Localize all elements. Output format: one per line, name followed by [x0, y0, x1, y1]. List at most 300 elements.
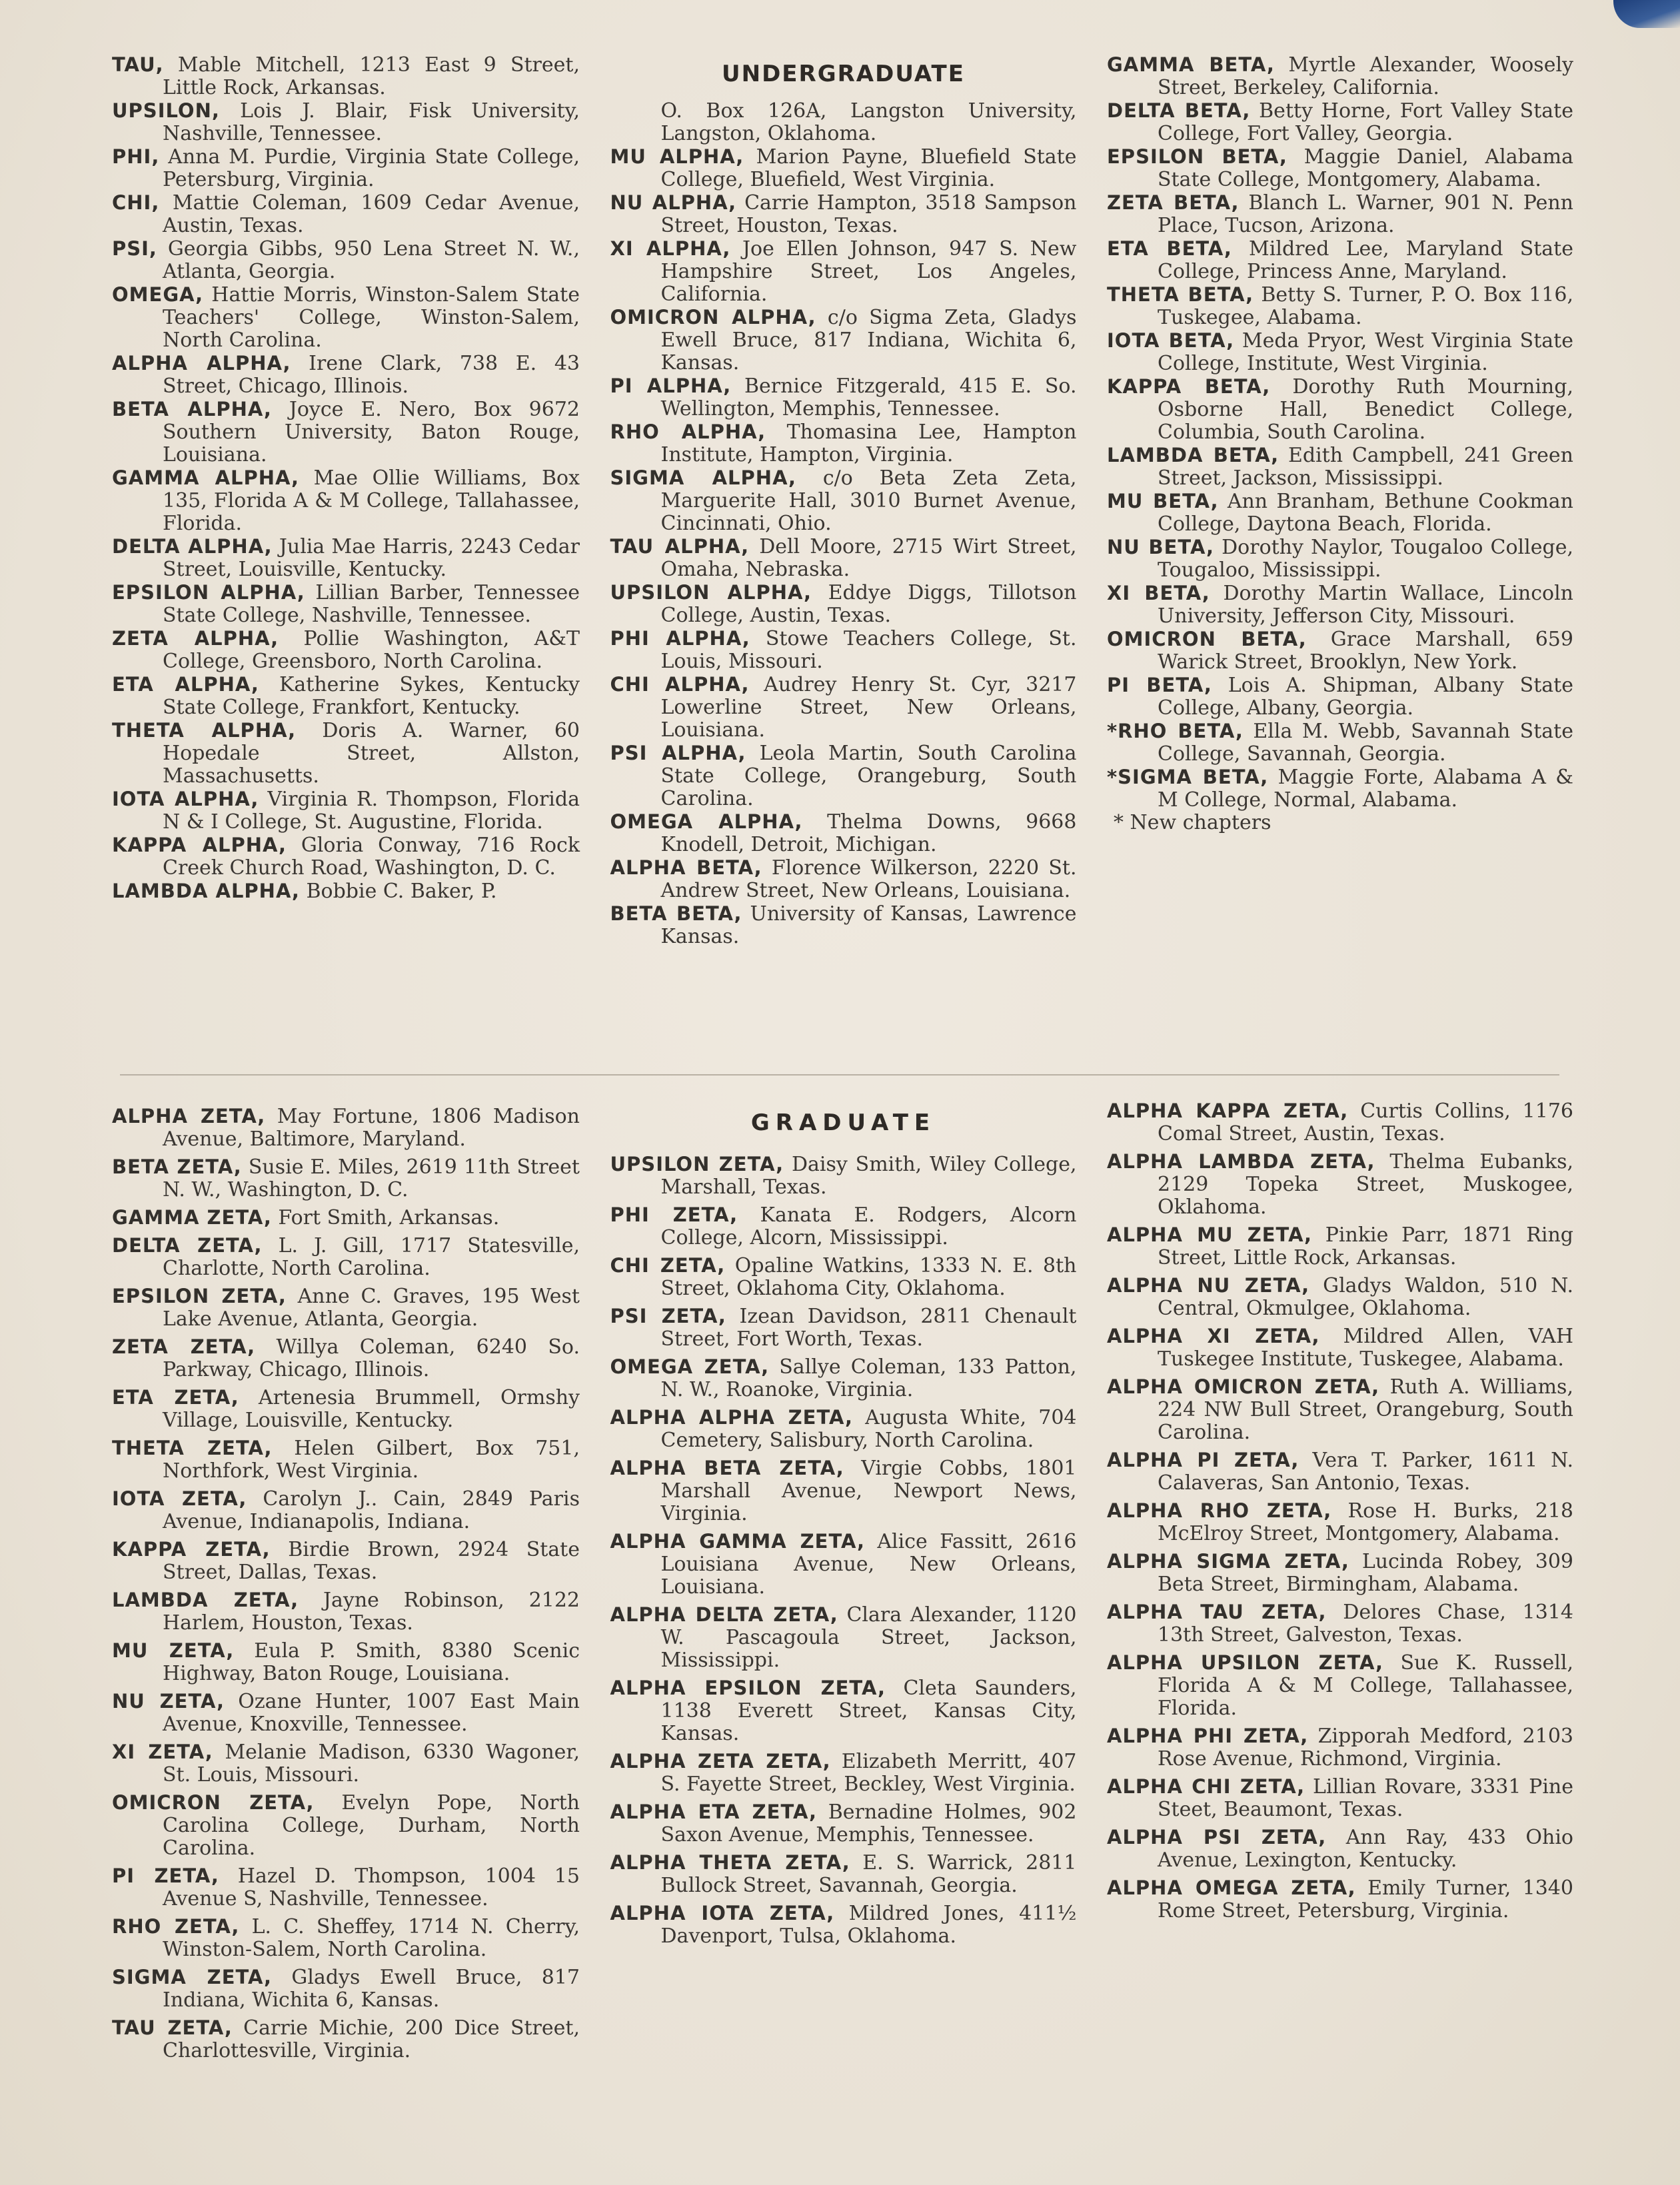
chapter-entry [112, 1966, 580, 2012]
chapter-entry [112, 1386, 580, 1432]
chapter-entry [1107, 191, 1573, 237]
chapter-address: Gladys Ewell Bruce, 817 Indiana, Wichita 6, Kansas. [163, 1966, 580, 2012]
chapter-entry [610, 1305, 1077, 1351]
chapter-address: Cleta Saunders, 1138 Everett Street, Kansas City, Kansas. [660, 1677, 1077, 1745]
chapter-address: Dorothy Ruth Mourning, Osborne Hall, Benedict College, Columbia, South Carolina. [1158, 375, 1573, 444]
chapter-entry [112, 1487, 580, 1533]
chapter-name: TAU ZETA, [112, 2016, 233, 2039]
chapter-address: Pinkie Parr, 1871 Ring Street, Little Rock, Arkansas. [1158, 1223, 1573, 1269]
chapter-address: Katherine Sykes, Kentucky State College, Frankfort, Kentucky. [163, 673, 580, 719]
chapter-entry [1107, 1099, 1573, 1145]
chapter-address: E. S. Warrick, 2811 Bullock Street, Savannah, Georgia. [660, 1851, 1077, 1897]
chapter-name: GAMMA ALPHA, [112, 466, 300, 489]
chapter-entry [1107, 237, 1573, 283]
chapter-entry [112, 581, 580, 627]
chapter-address: Rose H. Burks, 218 McElroy Street, Montgomery, Alabama. [1158, 1499, 1573, 1545]
chapter-entry [1107, 720, 1573, 766]
chapter-address: Maggie Daniel, Alabama State College, Montgomery, Alabama. [1158, 145, 1573, 191]
chapter-address: Grace Marshall, 659 Warick Street, Brooklyn, New York. [1158, 628, 1573, 674]
chapter-address: May Fortune, 1806 Madison Avenue, Baltimore, Maryland. [163, 1105, 580, 1151]
chapter-name: PI BETA, [1107, 674, 1212, 696]
chapter-name: THETA ALPHA, [112, 719, 297, 742]
chapter-address: Willya Coleman, 6240 So. Parkway, Chicago, Illinois. [163, 1335, 580, 1381]
chapter-address: Mildred Lee, Maryland State College, Princess Anne, Maryland. [1158, 237, 1573, 283]
chapter-entry [112, 1639, 580, 1685]
chapter-name: OMICRON ALPHA, [610, 306, 816, 329]
chapter-name: ALPHA DELTA ZETA, [610, 1603, 838, 1626]
chapter-address: Leola Martin, South Carolina State College, Orangeburg, South Carolina. [660, 742, 1077, 810]
undergraduate-section [0, 53, 1680, 1053]
chapter-entry [1107, 444, 1573, 490]
chapter-entry [610, 1153, 1077, 1199]
chapter-name: LAMBDA ALPHA, [112, 880, 300, 902]
chapter-address: Joyce E. Nero, Box 9672 Southern University, Baton Rouge, Louisiana. [163, 398, 580, 466]
chapter-entry [112, 1437, 580, 1483]
chapter-address: Evelyn Pope, North Carolina College, Durham, North Carolina. [163, 1791, 580, 1860]
chapter-entry [610, 420, 1077, 466]
chapter-entry [1107, 1499, 1573, 1545]
chapter-name: ALPHA THETA ZETA, [610, 1851, 850, 1874]
chapter-name: ALPHA LAMBDA ZETA, [1107, 1150, 1375, 1173]
chapter-name: EPSILON ZETA, [112, 1285, 287, 1307]
chapter-name: LAMBDA BETA, [1107, 444, 1279, 466]
chapter-name: ALPHA BETA, [610, 856, 762, 879]
chapter-name: IOTA ALPHA, [112, 788, 259, 810]
chapter-address: Bernice Fitzgerald, 415 E. So. Wellington, Memphis, Tennessee. [660, 374, 1077, 420]
chapter-address: Zipporah Medford, 2103 Rose Avenue, Richmond, Virginia. [1158, 1725, 1573, 1771]
chapter-address: Mable Mitchell, 1213 East 9 Street, Little Rock, Arkansas. [163, 53, 580, 99]
chapter-name: ALPHA BETA ZETA, [610, 1457, 844, 1479]
chapter-entry [610, 466, 1077, 535]
chapter-entry [112, 53, 580, 99]
chapter-name: OMICRON ZETA, [112, 1791, 315, 1814]
chapter-name: PHI, [112, 145, 160, 168]
chapter-entry [112, 1335, 580, 1381]
chapter-address: Thelma Downs, 9668 Knodell, Detroit, Michigan. [660, 810, 1077, 856]
chapter-address: Kanata E. Rodgers, Alcorn College, Alcorn, Mississippi. [660, 1203, 1077, 1249]
chapter-address: Thelma Eubanks, 2129 Topeka Street, Muskogee, Oklahoma. [1158, 1150, 1574, 1219]
chapter-entry [1107, 582, 1573, 628]
chapter-entry [610, 145, 1077, 191]
chapter-name: ALPHA IOTA ZETA, [610, 1902, 835, 1924]
chapter-entry [1107, 1876, 1573, 1922]
chapter-address: Fort Smith, Arkansas. [278, 1206, 500, 1229]
chapter-entry [610, 1851, 1077, 1897]
chapter-entry [1107, 766, 1573, 812]
chapter-name: DELTA ZETA, [112, 1234, 263, 1257]
chapter-name: CHI, [112, 191, 160, 214]
chapter-address: Eddye Diggs, Tillotson College, Austin, Texas. [660, 581, 1077, 627]
chapter-name: ALPHA OMEGA ZETA, [1107, 1876, 1356, 1899]
chapter-address: Blanch L. Warner, 901 N. Penn Place, Tucson, Arizona. [1158, 191, 1573, 237]
chapter-name: MU ALPHA, [610, 145, 744, 168]
chapter-name: TAU, [112, 53, 164, 76]
chapter-name: ZETA BETA, [1107, 191, 1240, 214]
chapter-name: EPSILON BETA, [1107, 145, 1287, 168]
chapter-address: Vera T. Parker, 1611 N. Calaveras, San Antonio, Texas. [1158, 1449, 1573, 1495]
chapter-address: Edith Campbell, 241 Green Street, Jackson, Mississippi. [1158, 444, 1573, 490]
chapter-address: Dorothy Naylor, Tougaloo College, Tougaloo, Mississippi. [1158, 536, 1573, 582]
new-chapters-footnote: * New chapters [1114, 811, 1271, 834]
chapter-name: IOTA ZETA, [112, 1487, 247, 1510]
chapter-name: PSI ZETA, [610, 1305, 726, 1327]
chapter-name: BETA ZETA, [112, 1155, 242, 1178]
chapter-entry [112, 1915, 580, 1961]
chapter-address: Dorothy Martin Wallace, Lincoln University, Jefferson City, Missouri. [1158, 582, 1573, 628]
chapter-address: Opaline Watkins, 1333 N. E. 8th Street, Oklahoma City, Oklahoma. [660, 1254, 1077, 1300]
chapter-entry [112, 283, 580, 352]
chapter-entry [1107, 283, 1573, 329]
chapter-name: ALPHA OMICRON ZETA, [1107, 1375, 1380, 1398]
chapter-address: Thomasina Lee, Hampton Institute, Hampton, Virginia. [660, 420, 1077, 466]
undergraduate-column-3-list [1107, 53, 1573, 812]
chapter-name: PSI ALPHA, [610, 742, 746, 764]
chapter-entry [610, 1677, 1077, 1745]
chapter-address: Stowe Teachers College, St. Louis, Missouri. [660, 627, 1077, 673]
chapter-name: ALPHA MU ZETA, [1107, 1223, 1313, 1246]
chapter-address: Delores Chase, 1314 13th Street, Galveston, Texas. [1158, 1601, 1573, 1647]
chapter-address: Gloria Conway, 716 Rock Creek Church Road, Washington, D. C. [163, 834, 580, 880]
chapter-name: BETA BETA, [610, 902, 742, 925]
chapter-entry [112, 1105, 580, 1151]
chapter-entry [1107, 1550, 1573, 1596]
chapter-address: Mildred Jones, 411½ Davenport, Tulsa, Oklahoma. [660, 1902, 1077, 1948]
chapter-entry [610, 1603, 1077, 1672]
chapter-entry [112, 673, 580, 719]
chapter-entry [1107, 329, 1573, 375]
graduate-column-1-list [112, 1105, 580, 2062]
chapter-name: ETA ZETA, [112, 1386, 239, 1409]
chapter-entry [610, 306, 1077, 374]
corner-tape-mark [1613, 0, 1680, 28]
chapter-address: Betty S. Turner, P. O. Box 116, Tuskegee, Alabama. [1158, 283, 1573, 329]
chapter-entry [1107, 490, 1573, 536]
chapter-entry [112, 1155, 580, 1201]
chapter-name: PI ALPHA, [610, 374, 732, 397]
chapter-address: Hattie Morris, Winston-Salem State Teachers' College, Winston-Salem, North Carolina. [163, 283, 580, 352]
chapter-name: ETA BETA, [1107, 237, 1232, 260]
chapter-name: NU BETA, [1107, 536, 1214, 558]
chapter-entry [112, 627, 580, 673]
chapter-name: *RHO BETA, [1107, 720, 1244, 742]
chapter-address: Audrey Henry St. Cyr, 3217 Lowerline Street, New Orleans, Louisiana. [660, 673, 1077, 742]
chapter-name: ALPHA KAPPA ZETA, [1107, 1099, 1349, 1122]
chapter-address: Mildred Allen, VAH Tuskegee Institute, Tuskegee, Alabama. [1158, 1325, 1573, 1371]
chapter-name: THETA ZETA, [112, 1437, 273, 1459]
chapter-name: XI ALPHA, [610, 237, 731, 260]
chapter-address: Ozane Hunter, 1007 East Main Avenue, Knoxville, Tennessee. [163, 1690, 580, 1736]
chapter-name: GAMMA BETA, [1107, 53, 1275, 76]
chapter-address: Izean Davidson, 2811 Chenault Street, Fort Worth, Texas. [660, 1305, 1077, 1351]
chapter-name: MU BETA, [1107, 490, 1219, 512]
chapter-entry [112, 535, 580, 581]
chapter-address: Joe Ellen Johnson, 947 S. New Hampshire Street, Los Angeles, California. [660, 237, 1077, 306]
chapter-name: ALPHA ETA ZETA, [610, 1801, 818, 1823]
chapter-address: Susie E. Miles, 2619 11th Street N. W., Washington, D. C. [163, 1155, 580, 1201]
chapter-name: *SIGMA BETA, [1107, 766, 1269, 788]
chapter-name: THETA BETA, [1107, 283, 1254, 306]
chapter-name: ETA ALPHA, [112, 673, 259, 696]
chapter-address: Daisy Smith, Wiley College, Marshall, Texas. [660, 1153, 1077, 1199]
chapter-name: OMEGA ALPHA, [610, 810, 803, 833]
chapter-name: CHI ZETA, [610, 1254, 726, 1277]
chapter-name: RHO ZETA, [112, 1915, 240, 1938]
chapter-name: ZETA ZETA, [112, 1335, 256, 1358]
chapter-address: Maggie Forte, Alabama A & M College, Normal, Alabama. [1158, 766, 1573, 812]
chapter-entry [1107, 1775, 1573, 1821]
chapter-address: Virgie Cobbs, 1801 Marshall Avenue, Newport News, Virginia. [660, 1457, 1077, 1525]
chapter-name: ALPHA PHI ZETA, [1107, 1725, 1309, 1747]
chapter-address: Lois A. Shipman, Albany State College, Albany, Georgia. [1158, 674, 1573, 720]
chapter-entry [112, 466, 580, 535]
chapter-entry [610, 627, 1077, 673]
chapter-address: Eula P. Smith, 8380 Scenic Highway, Baton Rouge, Louisiana. [163, 1639, 580, 1685]
chapter-address: Jayne Robinson, 2122 Harlem, Houston, Texas. [163, 1589, 580, 1635]
chapter-name: GAMMA ZETA, [112, 1206, 272, 1229]
chapter-address: Betty Horne, Fort Valley State College, Fort Valley, Georgia. [1158, 99, 1573, 145]
chapter-address: Julia Mae Harris, 2243 Cedar Street, Louisville, Kentucky. [163, 535, 580, 581]
chapter-entry [112, 1234, 580, 1280]
chapter-address: Anna M. Purdie, Virginia State College, Petersburg, Virginia. [163, 145, 580, 191]
chapter-address: Elizabeth Merritt, 407 S. Fayette Street, Beckley, West Virginia. [660, 1750, 1077, 1796]
chapter-address: Melanie Madison, 6330 Wagoner, St. Louis, Missouri. [163, 1741, 580, 1787]
graduate-column-3-list [1107, 1099, 1573, 1922]
chapter-address: Bernadine Holmes, 902 Saxon Avenue, Memphis, Tennessee. [660, 1801, 1077, 1846]
chapter-entry [610, 1406, 1077, 1452]
chapter-name: XI BETA, [1107, 582, 1210, 604]
chapter-name: EPSILON ALPHA, [112, 581, 305, 604]
graduate-column-2-list [610, 1153, 1077, 1948]
continued-entry-text: O. Box 126A, Langston University, Langston, Oklahoma. [660, 99, 1077, 145]
chapter-entry [112, 1206, 580, 1229]
chapter-entry [112, 1864, 580, 1910]
chapter-name: OMEGA ZETA, [610, 1355, 770, 1378]
chapter-address: Georgia Gibbs, 950 Lena Street N. W., Atlanta, Georgia. [163, 237, 580, 283]
chapter-address: Hazel D. Thompson, 1004 15 Avenue S, Nashville, Tennessee. [163, 1864, 580, 1910]
chapter-address: Anne C. Graves, 195 West Lake Avenue, Atlanta, Georgia. [163, 1285, 580, 1331]
chapter-entry [610, 1902, 1077, 1948]
chapter-address: Doris A. Warner, 60 Hopedale Street, Allston, Massachusetts. [163, 719, 580, 788]
graduate-heading: GRADUATE [750, 1109, 936, 1136]
chapter-entry [610, 374, 1077, 420]
chapter-address: Marion Payne, Bluefield State College, Bluefield, West Virginia. [660, 145, 1077, 191]
chapter-name: ALPHA TAU ZETA, [1107, 1601, 1327, 1623]
chapter-name: TAU ALPHA, [610, 535, 750, 558]
chapter-entry [112, 99, 580, 145]
chapter-entry [610, 742, 1077, 810]
chapter-entry [112, 237, 580, 283]
chapter-name: PHI ALPHA, [610, 627, 750, 650]
section-divider [120, 1074, 1559, 1076]
chapter-address: Alice Fassitt, 2616 Louisiana Avenue, New Orleans, Louisiana. [660, 1530, 1077, 1599]
chapter-address: Ella M. Webb, Savannah State College, Savannah, Georgia. [1158, 720, 1573, 766]
chapter-address: Carrie Hampton, 3518 Sampson Street, Houston, Texas. [660, 191, 1077, 237]
chapter-entry [112, 788, 580, 834]
chapter-name: UPSILON ALPHA, [610, 581, 812, 604]
chapter-entry [1107, 674, 1573, 720]
chapter-name: ALPHA RHO ZETA, [1107, 1499, 1332, 1522]
chapter-entry [1107, 1223, 1573, 1269]
chapter-address: Lois J. Blair, Fisk University, Nashville, Tennessee. [163, 99, 580, 145]
chapter-name: ALPHA PI ZETA, [1107, 1449, 1299, 1471]
chapter-entry [112, 1741, 580, 1787]
chapter-entry [112, 2016, 580, 2062]
chapter-address: Virginia R. Thompson, Florida N & I College, St. Augustine, Florida. [163, 788, 580, 834]
chapter-entry [112, 719, 580, 788]
chapter-name: ALPHA NU ZETA, [1107, 1274, 1310, 1297]
chapter-name: ALPHA UPSILON ZETA, [1107, 1651, 1384, 1674]
graduate-column-1 [112, 1099, 580, 2139]
chapter-entry [1107, 375, 1573, 444]
chapter-name: DELTA ALPHA, [112, 535, 273, 558]
chapter-name: ZETA ALPHA, [112, 627, 279, 650]
chapter-name: BETA ALPHA, [112, 398, 272, 420]
chapter-name: ALPHA EPSILON ZETA, [610, 1677, 886, 1699]
chapter-entry [610, 810, 1077, 856]
chapter-name: PSI, [112, 237, 157, 260]
chapter-address: Ann Ray, 433 Ohio Avenue, Lexington, Kentucky. [1158, 1826, 1573, 1872]
graduate-column-3 [1107, 1099, 1573, 2139]
chapter-entry [610, 673, 1077, 742]
chapter-name: IOTA BETA, [1107, 329, 1235, 352]
chapter-name: ALPHA ZETA ZETA, [610, 1750, 831, 1773]
chapter-address: Carrie Michie, 200 Dice Street, Charlottesville, Virginia. [163, 2016, 580, 2062]
chapter-entry [1107, 1826, 1573, 1872]
chapter-entry [112, 834, 580, 880]
chapter-entry [1107, 1651, 1573, 1720]
chapter-address: Irene Clark, 738 E. 43 Street, Chicago, Illinois. [163, 352, 580, 398]
chapter-entry [610, 1457, 1077, 1525]
chapter-name: UPSILON ZETA, [610, 1153, 784, 1175]
chapter-name: RHO ALPHA, [610, 420, 766, 443]
chapter-address: Sallye Coleman, 133 Patton, N. W., Roanoke, Virginia. [660, 1355, 1077, 1401]
chapter-entry [112, 1538, 580, 1584]
chapter-entry [1107, 53, 1573, 99]
chapter-name: SIGMA ALPHA, [610, 466, 797, 489]
chapter-address: Clara Alexander, 1120 W. Pascagoula Street, Jackson, Mississippi. [660, 1603, 1077, 1672]
chapter-entry [610, 902, 1077, 948]
chapter-entry [610, 581, 1077, 627]
chapter-address: Pollie Washington, A&T College, Greensboro, North Carolina. [163, 627, 580, 673]
chapter-address: Helen Gilbert, Box 751, Northfork, West Virginia. [163, 1437, 580, 1483]
chapter-name: ALPHA ALPHA ZETA, [610, 1406, 853, 1429]
chapter-entry [1107, 628, 1573, 674]
chapter-entry [1107, 145, 1573, 191]
chapter-entry [1107, 1150, 1573, 1219]
chapter-address: Emily Turner, 1340 Rome Street, Petersburg, Virginia. [1158, 1876, 1573, 1922]
chapter-address: c/o Beta Zeta Zeta, Marguerite Hall, 3010 Burnet Avenue, Cincinnati, Ohio. [660, 466, 1077, 535]
chapter-name: ALPHA CHI ZETA, [1107, 1775, 1305, 1798]
chapter-name: NU ZETA, [112, 1690, 225, 1713]
chapter-name: MU ZETA, [112, 1639, 235, 1662]
chapter-address: Mattie Coleman, 1609 Cedar Avenue, Austin, Texas. [163, 191, 580, 237]
chapter-entry [610, 191, 1077, 237]
chapter-address: Sue K. Russell, Florida A & M College, Tallahassee, Florida. [1158, 1651, 1573, 1720]
chapter-address: Carolyn J.. Cain, 2849 Paris Avenue, Indianapolis, Indiana. [163, 1487, 580, 1533]
chapter-entry [1107, 1601, 1573, 1647]
chapter-entry [610, 1203, 1077, 1249]
chapter-entry [610, 1801, 1077, 1846]
graduate-section [0, 1099, 1680, 2139]
chapter-entry [610, 856, 1077, 902]
chapter-name: OMEGA, [112, 283, 204, 306]
chapter-name: NU ALPHA, [610, 191, 737, 214]
chapter-address: Augusta White, 704 Cemetery, Salisbury, North Carolina. [660, 1406, 1077, 1452]
chapter-address: University of Kansas, Lawrence Kansas. [660, 902, 1077, 948]
chapter-address: Ruth A. Williams, 224 NW Bull Street, Orangeburg, South Carolina. [1158, 1375, 1573, 1444]
undergraduate-heading: UNDERGRADUATE [722, 61, 965, 87]
chapter-address: Lillian Rovare, 3331 Pine Steet, Beaumont, Texas. [1158, 1775, 1573, 1821]
chapter-name: ALPHA ZETA, [112, 1105, 266, 1127]
chapter-entry [112, 1690, 580, 1736]
chapter-entry [112, 145, 580, 191]
chapter-name: CHI ALPHA, [610, 673, 750, 696]
chapter-entry [1107, 536, 1573, 582]
chapter-address: Artenesia Brummell, Ormshy Village, Louisville, Kentucky. [163, 1386, 580, 1432]
chapter-entry [1107, 1375, 1573, 1444]
chapter-name: KAPPA ALPHA, [112, 834, 287, 856]
chapter-entry [1107, 1325, 1573, 1371]
chapter-entry [610, 1750, 1077, 1796]
chapter-address: Gladys Waldon, 510 N. Central, Okmulgee, Oklahoma. [1158, 1274, 1573, 1320]
chapter-name: ALPHA GAMMA ZETA, [610, 1530, 865, 1553]
graduate-column-2 [610, 1099, 1077, 2139]
chapter-name: UPSILON, [112, 99, 220, 122]
chapter-entry [1107, 1274, 1573, 1320]
chapter-name: ALPHA XI ZETA, [1107, 1325, 1320, 1347]
chapter-entry [112, 352, 580, 398]
chapter-address: c/o Sigma Zeta, Gladys Ewell Bruce, 817 Indiana, Wichita 6, Kansas. [660, 306, 1077, 374]
chapter-address: Florence Wilkerson, 2220 St. Andrew Street, New Orleans, Louisiana. [660, 856, 1077, 902]
chapter-entry [610, 237, 1077, 306]
chapter-entry [112, 1791, 580, 1860]
chapter-entry [112, 398, 580, 466]
chapter-address: Dell Moore, 2715 Wirt Street, Omaha, Nebraska. [660, 535, 1077, 581]
chapter-entry [610, 535, 1077, 581]
chapter-name: PI ZETA, [112, 1864, 219, 1887]
chapter-address: L. C. Sheffey, 1714 N. Cherry, Winston-Salem, North Carolina. [163, 1915, 580, 1961]
chapter-name: DELTA BETA, [1107, 99, 1251, 122]
chapter-entry [610, 1254, 1077, 1300]
chapter-entry [112, 1589, 580, 1635]
chapter-address: Ann Branham, Bethune Cookman College, Daytona Beach, Florida. [1158, 490, 1573, 536]
chapter-address: L. J. Gill, 1717 Statesville, Charlotte, North Carolina. [163, 1234, 580, 1280]
chapter-address: Lucinda Robey, 309 Beta Street, Birmingham, Alabama. [1158, 1550, 1573, 1596]
chapter-name: XI ZETA, [112, 1741, 213, 1763]
chapter-entry [1107, 99, 1573, 145]
chapter-entry [610, 1530, 1077, 1599]
chapter-name: ALPHA ALPHA, [112, 352, 291, 374]
chapter-name: ALPHA SIGMA ZETA, [1107, 1550, 1349, 1573]
chapter-address: Meda Pryor, West Virginia State College, Institute, West Virginia. [1158, 329, 1573, 375]
chapter-name: LAMBDA ZETA, [112, 1589, 299, 1611]
chapter-name: KAPPA BETA, [1107, 375, 1271, 398]
chapter-entry [112, 880, 580, 903]
chapter-entry [112, 191, 580, 237]
chapter-entry [1107, 1725, 1573, 1771]
chapter-address: Bobbie C. Baker, P. [306, 880, 497, 903]
chapter-address: Birdie Brown, 2924 State Street, Dallas, Texas. [163, 1538, 580, 1584]
undergraduate-column-1 [112, 53, 580, 1053]
chapter-entry [610, 1355, 1077, 1401]
chapter-entry [1107, 1449, 1573, 1495]
chapter-name: OMICRON BETA, [1107, 628, 1307, 650]
chapter-name: KAPPA ZETA, [112, 1538, 271, 1561]
chapter-name: SIGMA ZETA, [112, 1966, 273, 1988]
chapter-entry [112, 1285, 580, 1331]
undergraduate-column-3 [1107, 53, 1573, 1053]
chapter-address: Mae Ollie Williams, Box 135, Florida A & M College, Tallahassee, Florida. [163, 466, 580, 535]
